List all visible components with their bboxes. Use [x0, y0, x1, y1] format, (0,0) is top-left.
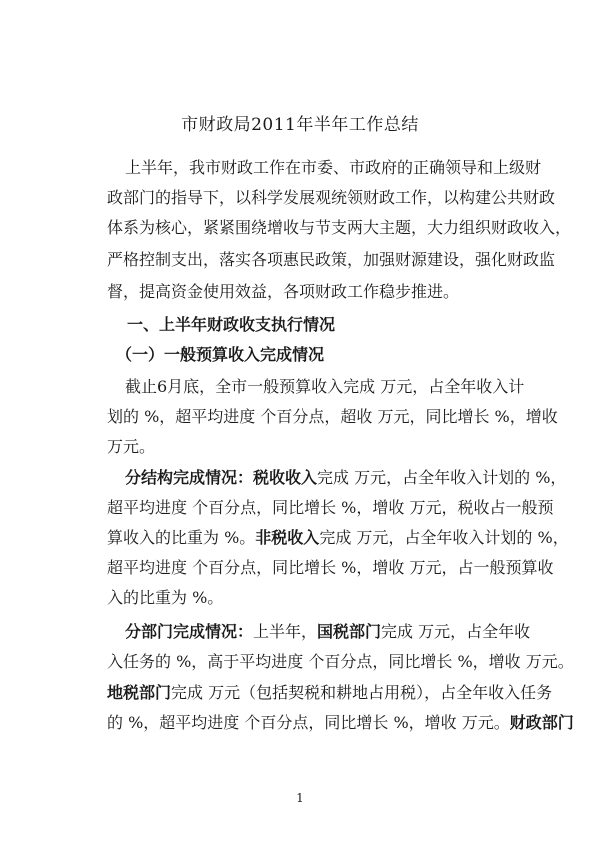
- paragraph-line: 超平均进度 个百分点，同比增长 %，增收 万元，占一般预算收: [107, 558, 554, 577]
- bold-label: 税收收入: [253, 468, 318, 487]
- paragraph-line: 划的 %，超平均进度 个百分点，超收 万元，同比增长 %，增收: [107, 407, 558, 426]
- paragraph-line: 政部门的指导下，以科学发展观统领财政工作，以构建公共财政: [107, 188, 556, 207]
- paragraph-line: 分部门完成情况：上半年，国税部门完成 万元，占全年收: [125, 622, 531, 641]
- paragraph-line: 万元。: [107, 437, 156, 456]
- paragraph-line: 超平均进度 个百分点，同比增长 %，增收 万元，税收占一般预: [107, 498, 554, 517]
- paragraph-line: 截止6月底，全市一般预算收入完成 万元，占全年收入计: [125, 377, 525, 396]
- bold-label: 分部门完成情况：: [125, 622, 254, 641]
- page-number: 1: [296, 791, 304, 805]
- paragraph-line: 督，提高资金使用效益，各项财政工作稳步推进。: [107, 282, 460, 301]
- bold-label: 非税收入: [255, 528, 320, 547]
- paragraph-line: 入的比重为 %。: [107, 588, 224, 607]
- paragraph-line: 体系为核心，紧紧围绕增收与节支两大主题，大力组织财政收入，: [107, 218, 572, 237]
- paragraph-line: 地税部门完成 万元（包括契税和耕地占用税），占全年收入任务: [107, 683, 553, 702]
- document-title: 市财政局2011年半年工作总结: [181, 115, 419, 135]
- bold-label: 地税部门: [107, 683, 172, 702]
- subsection-heading: （一）一般预算收入完成情况: [116, 345, 325, 364]
- paragraph-line: 入任务的 %，高于平均进度 个百分点，同比增长 %，增收 万元。: [107, 652, 574, 671]
- bold-label: 财政部门: [509, 713, 574, 732]
- bold-label: 国税部门: [317, 622, 382, 641]
- bold-label: 分结构完成情况：: [125, 468, 254, 487]
- paragraph-line: 算收入的比重为 %。非税收入完成 万元，占全年收入计划的 %，: [107, 528, 569, 547]
- paragraph-line: 严格控制支出，落实各项惠民政策，加强财源建设，强化财政监: [107, 250, 556, 269]
- paragraph-line: 的 %，超平均进度 个百分点，同比增长 %，增收 万元。财政部门: [107, 713, 574, 732]
- section-heading: 一、上半年财政收支执行情况: [127, 315, 336, 334]
- paragraph-line: 上半年，我市财政工作在市委、市政府的正确领导和上级财: [125, 158, 542, 177]
- paragraph-line: 分结构完成情况：税收收入完成 万元，占全年收入计划的 %，: [125, 468, 567, 487]
